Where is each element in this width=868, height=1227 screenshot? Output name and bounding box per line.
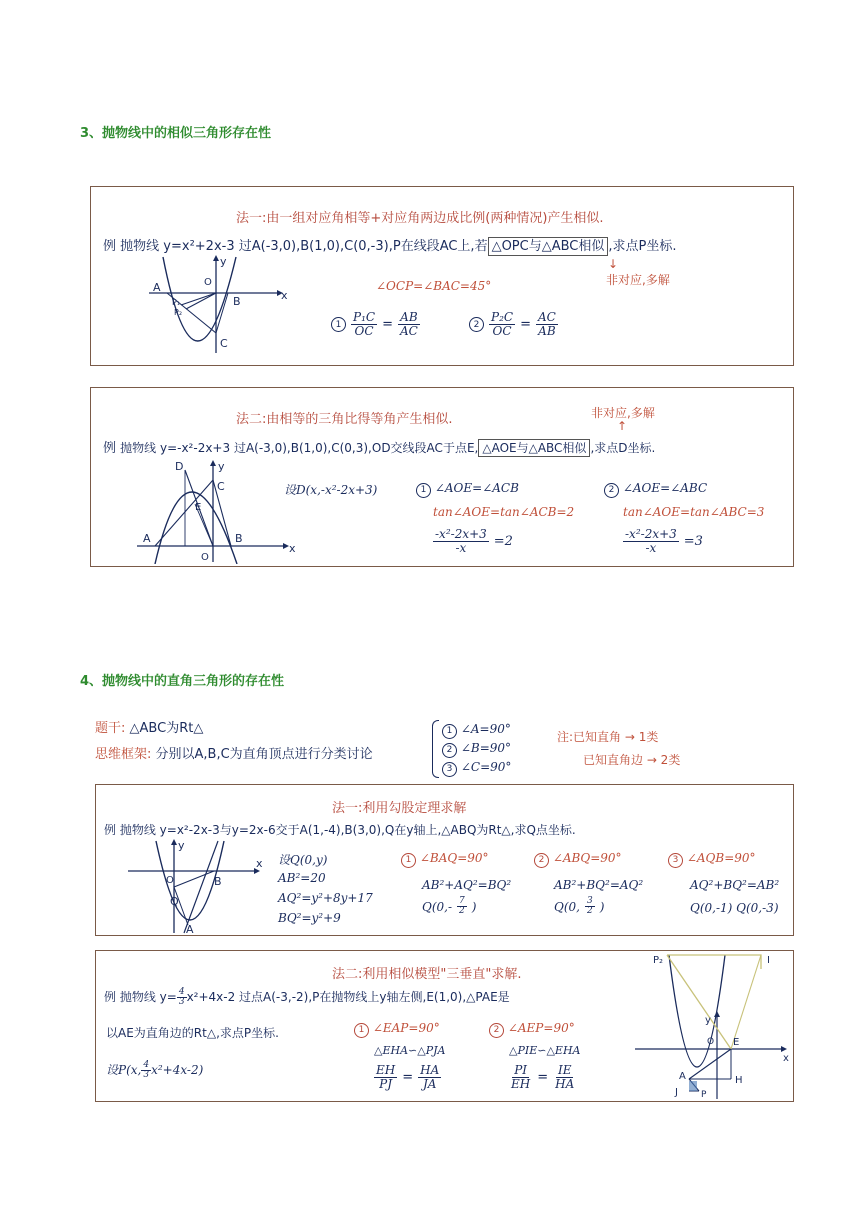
y-label: y xyxy=(178,839,185,852)
point-q-label: Q xyxy=(170,895,179,908)
problem-statement xyxy=(103,437,655,456)
set-p: 设P(x, $\frac{4}{3}$ x²+4x-2) xyxy=(106,1060,204,1080)
parabola-graph-3 xyxy=(122,839,272,935)
x-label: x xyxy=(783,1053,789,1064)
topic-line xyxy=(95,717,203,736)
origin-label: O xyxy=(204,277,212,288)
note-right-angle: 注:已知直角 → 1类 xyxy=(557,730,659,744)
x-label: x xyxy=(256,857,263,870)
example-label: 例 xyxy=(104,990,117,1004)
case-2-equation: $\frac{\text{-x²-2x+3}}{-x}$ =3 xyxy=(625,527,703,555)
point-b-label: B xyxy=(235,532,243,545)
boxed-condition: △AOE与△ABC相似 xyxy=(478,439,590,457)
up-arrow: ↑ xyxy=(617,419,628,433)
case-1-tan: tan∠AOE=tan∠ACB=2 xyxy=(433,505,575,519)
case-brace xyxy=(432,720,439,778)
problem-text: 抛物线 y=x²-2x-3与y=2x-6交于A(1,-4),B(3,0),Q在y轴上,△ABQ为Rt△,求Q点坐标. xyxy=(119,823,576,837)
case-number: 2 xyxy=(469,317,484,332)
case-1-equation: AB²+AQ²=BQ² xyxy=(422,878,512,892)
aq-squared: AQ²=y²+8y+17 xyxy=(278,891,373,905)
case-2-angle: 2 ∠AOE=∠ABC xyxy=(604,481,707,498)
point-b-label: B xyxy=(233,295,241,308)
angle-equation: ∠OCP=∠BAC=45° xyxy=(376,279,492,293)
case-2-equation: AB²+BQ²=AQ² xyxy=(554,878,644,892)
case-2-similarity: △PIE∽△EHA xyxy=(509,1044,581,1057)
framework-text: 分别以A,B,C为直角顶点进行分类讨论 xyxy=(155,747,373,762)
note-right-side: 已知直角边 → 2类 xyxy=(583,753,681,767)
problem-text: 抛物线 y=x²+2x-3 过A(-3,0),B(1,0),C(0,-3),P在线段AC上,若 xyxy=(120,239,488,254)
problem-text: 抛物线 y=-x²-2x+3 过A(-3,0),B(1,0),C(0,3),OD交线段AC于点E, xyxy=(120,441,479,455)
method-heading: 法一:由一组对应角相等+对应角两边成比例(两种情况)产生相似. xyxy=(236,211,604,226)
origin-label: O xyxy=(201,552,209,563)
case-3-angle: 3 ∠AQB=90° xyxy=(668,851,756,868)
y-label: y xyxy=(218,460,225,473)
point-h-label: H xyxy=(735,1075,743,1086)
section-3-title: 3、抛物线中的相似三角形存在性 xyxy=(80,126,272,141)
example-label: 例 xyxy=(103,239,117,254)
point-p1-label: P₁ xyxy=(172,298,181,307)
fraction: $\frac{\text{P₁C}}{OC}$ xyxy=(353,310,376,338)
origin-label: O xyxy=(707,1037,715,1047)
line xyxy=(184,841,218,933)
origin-label: O xyxy=(166,875,174,886)
topic-text: △ABC为Rt△ xyxy=(129,721,204,736)
point-e-label: E xyxy=(733,1037,740,1048)
case-2-tan: tan∠AOE=tan∠ABC=3 xyxy=(623,505,765,519)
set-d-text: 设D(x,-x²-2x+3) xyxy=(284,483,378,497)
bq-squared: BQ²=y²+9 xyxy=(278,911,341,925)
ab-squared: AB²=20 xyxy=(278,871,326,885)
parabola-graph-2 xyxy=(133,460,303,564)
example-box-2 xyxy=(90,387,794,567)
example-box-1 xyxy=(90,186,794,366)
case-1-angle: 1 ∠AOE=∠ACB xyxy=(416,481,519,498)
method-heading: 法一:利用勾股定理求解 xyxy=(332,801,467,816)
parabola-graph-1 xyxy=(141,255,291,355)
y-label: y xyxy=(220,255,227,268)
case-2-ratio: $\frac{PI}{EH}$ = $\frac{IE}{HA}$ xyxy=(511,1063,575,1091)
case-3-equation: AQ²+BQ²=AB² xyxy=(690,878,780,892)
point-a-label: A xyxy=(143,532,151,545)
case-1-similarity: △EHA∽△PJA xyxy=(374,1044,446,1057)
problem-text: 抛物线 y= xyxy=(119,990,177,1004)
point-p2-label: P₂ xyxy=(653,955,664,966)
example-label: 例 xyxy=(103,441,117,456)
case-3-answer: Q(0,-1) Q(0,-3) xyxy=(690,901,779,915)
problem-statement xyxy=(103,235,677,254)
point-d-label: D xyxy=(175,460,184,473)
example-box-4 xyxy=(95,950,794,1102)
case-1-angle: 1 ∠BAQ=90° xyxy=(401,851,489,868)
point-p2-label: P₂ xyxy=(174,308,183,317)
case-2-angle: 2 ∠ABQ=90° xyxy=(534,851,622,868)
section-4-title: 4、抛物线中的直角三角形的存在性 xyxy=(80,674,285,689)
framework-label: 思维框架: xyxy=(95,747,152,762)
case-1-ratio: $\frac{EH}{PJ}$ = $\frac{HA}{JA}$ xyxy=(376,1063,440,1091)
problem-text-end: ,求点P坐标. xyxy=(608,239,677,254)
point-b-label: B xyxy=(214,875,222,888)
framework-line xyxy=(95,743,373,762)
example-label: 例 xyxy=(104,823,117,837)
case-2-ratio: 2 $\frac{\text{P₂C}}{OC}$ = $\frac{AC}{AB}$ xyxy=(469,311,558,338)
point-i-label: I xyxy=(767,955,770,966)
case-2-angle: 2 ∠AEP=90° xyxy=(489,1021,575,1038)
case-1-equation: $\frac{\text{-x²-2x+3}}{-x}$ =2 xyxy=(435,527,513,555)
case-a: 1 ∠A=90° xyxy=(442,722,511,739)
point-a-label: A xyxy=(186,923,194,935)
boxed-condition: △OPC与△ABC相似 xyxy=(488,237,609,256)
case-number: 1 xyxy=(331,317,346,332)
problem-statement: 例 抛物线 y= $\frac{4}{3}$ x²+4x-2 过点A(-3,-2),P在抛物线上y轴左侧,E(1,0),△PAE是 xyxy=(104,987,510,1007)
y-label: y xyxy=(705,1015,711,1026)
point-j-label: J xyxy=(675,1087,678,1098)
case-1-ratio: 1 $\frac{\text{P₁C}}{OC}$ = $\frac{AB}{AC}$ xyxy=(331,311,420,338)
fraction: $\frac{\text{P₂C}}{OC}$ xyxy=(491,310,514,338)
multi-solution-note: 非对应,多解 xyxy=(606,273,670,287)
method-heading: 法二:利用相似模型"三垂直"求解. xyxy=(332,967,522,982)
case-1-angle: 1 ∠EAP=90° xyxy=(354,1021,440,1038)
point-e-label: E xyxy=(195,502,202,513)
point-c-label: C xyxy=(220,337,228,350)
case-c: 3 ∠C=90° xyxy=(442,760,511,777)
point-p-label: P xyxy=(701,1090,707,1100)
x-label: x xyxy=(289,542,296,555)
topic-label: 题干: xyxy=(95,721,126,736)
case-1-answer: Q(0,- $\frac{7}{2}$ ) xyxy=(422,896,477,916)
problem-text-cont: x²+4x-2 过点A(-3,-2),P在抛物线上y轴左侧,E(1,0),△PAE是 xyxy=(186,990,510,1004)
case-b: 2 ∠B=90° xyxy=(442,741,511,758)
example-box-3 xyxy=(95,784,794,936)
point-a-label: A xyxy=(153,281,161,294)
problem-statement xyxy=(104,821,576,838)
x-label: x xyxy=(281,289,288,302)
method-heading: 法二:由相等的三角比得等角产生相似. xyxy=(236,412,453,427)
down-arrow: ↓ xyxy=(608,257,619,271)
fraction: $\frac{AC}{AB}$ xyxy=(537,310,556,338)
set-q: 设Q(0,y) xyxy=(278,853,328,867)
multi-solution-note: 非对应,多解 xyxy=(591,406,655,420)
problem-text-line-2: 以AE为直角边的Rt△,求点P坐标. xyxy=(106,1026,279,1040)
case-2-answer: Q(0, $\frac{3}{2}$ ) xyxy=(554,896,605,916)
problem-text-end: ,求点D坐标. xyxy=(590,441,656,455)
point-a-label: A xyxy=(679,1071,686,1082)
parabola-graph-4 xyxy=(631,949,793,1101)
fraction: $\frac{AB}{AC}$ xyxy=(399,310,418,338)
point-c-label: C xyxy=(217,480,225,493)
